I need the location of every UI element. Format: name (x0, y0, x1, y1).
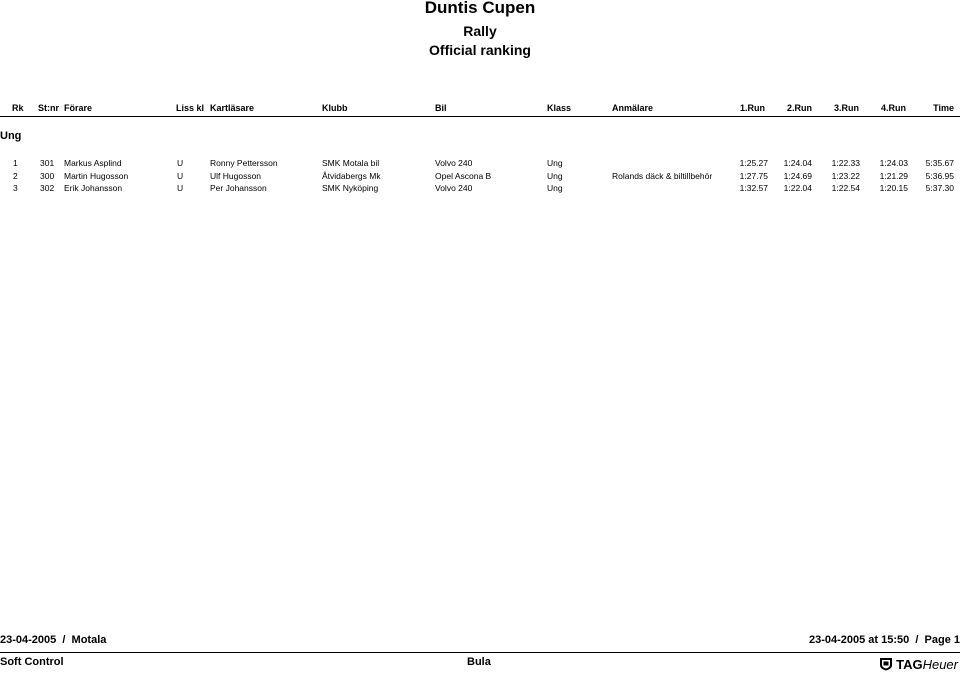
cell-run3: 1:23.22 (831, 171, 860, 181)
cell-time: 5:36.95 (925, 171, 954, 181)
cell-forare: Erik Johansson (64, 183, 123, 193)
footer-top-line (0, 634, 960, 650)
cell-stnr: 300 (40, 171, 55, 181)
cell-klubb: SMK Motala bil (322, 158, 380, 168)
logo-tag-text: TAG (896, 656, 923, 672)
cell-bil: Volvo 240 (435, 183, 473, 193)
cell-run3: 1:22.33 (831, 158, 860, 168)
cell-stnr: 301 (40, 158, 55, 168)
footer-bottom-line (0, 656, 960, 672)
col-kart: Kartläsare (210, 103, 255, 113)
cell-anm: Rolands däck & biltillbehör (612, 171, 713, 181)
col-bil: Bil (435, 103, 447, 113)
cell-bil: Opel Ascona B (435, 171, 492, 181)
col-run4: 4.Run (880, 103, 906, 113)
cell-kart: Ronny Pettersson (210, 158, 278, 168)
cell-klass: Ung (547, 183, 563, 193)
cell-forare: Martin Hugosson (64, 171, 129, 181)
header-divider (0, 116, 960, 117)
cell-liss: U (177, 158, 184, 168)
col-run3: 3.Run (833, 103, 859, 113)
table-row (0, 181, 960, 195)
col-rk: Rk (12, 103, 24, 113)
footer-date-place: 23-04-2005 / Motala (0, 634, 107, 646)
logo-heuer-text: Heuer (922, 656, 958, 672)
event-subtitle: Rally (463, 23, 497, 39)
cell-liss: U (177, 183, 184, 193)
tag-heuer-shield-icon (879, 657, 893, 671)
cell-run1: 1:25.27 (739, 158, 768, 168)
footer-center-label: Bula (467, 656, 491, 668)
cell-rk: 2 (13, 171, 18, 181)
cell-run2: 1:24.69 (783, 171, 812, 181)
cell-liss: U (177, 171, 184, 181)
cell-run2: 1:24.04 (783, 158, 812, 168)
ranking-title: Official ranking (429, 42, 531, 58)
cell-kart: Ulf Hugosson (210, 171, 262, 181)
title-block (0, 0, 960, 59)
cell-time: 5:35.67 (925, 158, 954, 168)
cell-time: 5:37.30 (925, 183, 954, 193)
cell-bil: Volvo 240 (435, 158, 473, 168)
col-time: Time (933, 103, 954, 113)
class-group-heading: Ung (0, 130, 22, 142)
cell-stnr: 302 (40, 183, 55, 193)
col-liss: Liss kl (176, 103, 205, 113)
cell-run1: 1:32.57 (739, 183, 768, 193)
cell-run1: 1:27.75 (739, 171, 768, 181)
cell-rk: 1 (13, 158, 18, 168)
col-anm: Anmälare (612, 103, 654, 113)
col-stnr: St:nr (38, 103, 59, 113)
cell-run2: 1:22.04 (783, 183, 812, 193)
col-klubb: Klubb (322, 103, 348, 113)
table-row (0, 156, 960, 170)
event-title: Duntis Cupen (424, 0, 536, 17)
cell-kart: Per Johansson (210, 183, 267, 193)
cell-rk: 3 (13, 183, 18, 193)
footer-divider (0, 652, 960, 653)
col-run1: 1.Run (739, 103, 765, 113)
col-run2: 2.Run (786, 103, 812, 113)
cell-klass: Ung (547, 158, 563, 168)
column-header-row (0, 101, 960, 115)
cell-run4: 1:24.03 (879, 158, 908, 168)
cell-klubb: Åtvidabergs Mk (322, 171, 381, 181)
col-forare: Förare (64, 103, 93, 113)
cell-run3: 1:22.54 (831, 183, 860, 193)
footer-timestamp: 23-04-2005 at 15:50 / Page 1 (808, 634, 960, 646)
cell-klass: Ung (547, 171, 563, 181)
col-klass: Klass (547, 103, 572, 113)
cell-forare: Markus Asplind (64, 158, 122, 168)
cell-run4: 1:21.29 (879, 171, 908, 181)
footer-software: Soft Control (0, 656, 64, 668)
cell-run4: 1:20.15 (879, 183, 908, 193)
tag-heuer-wordmark (896, 657, 958, 672)
tag-heuer-logo (879, 655, 958, 673)
cell-klubb: SMK Nyköping (322, 183, 379, 193)
